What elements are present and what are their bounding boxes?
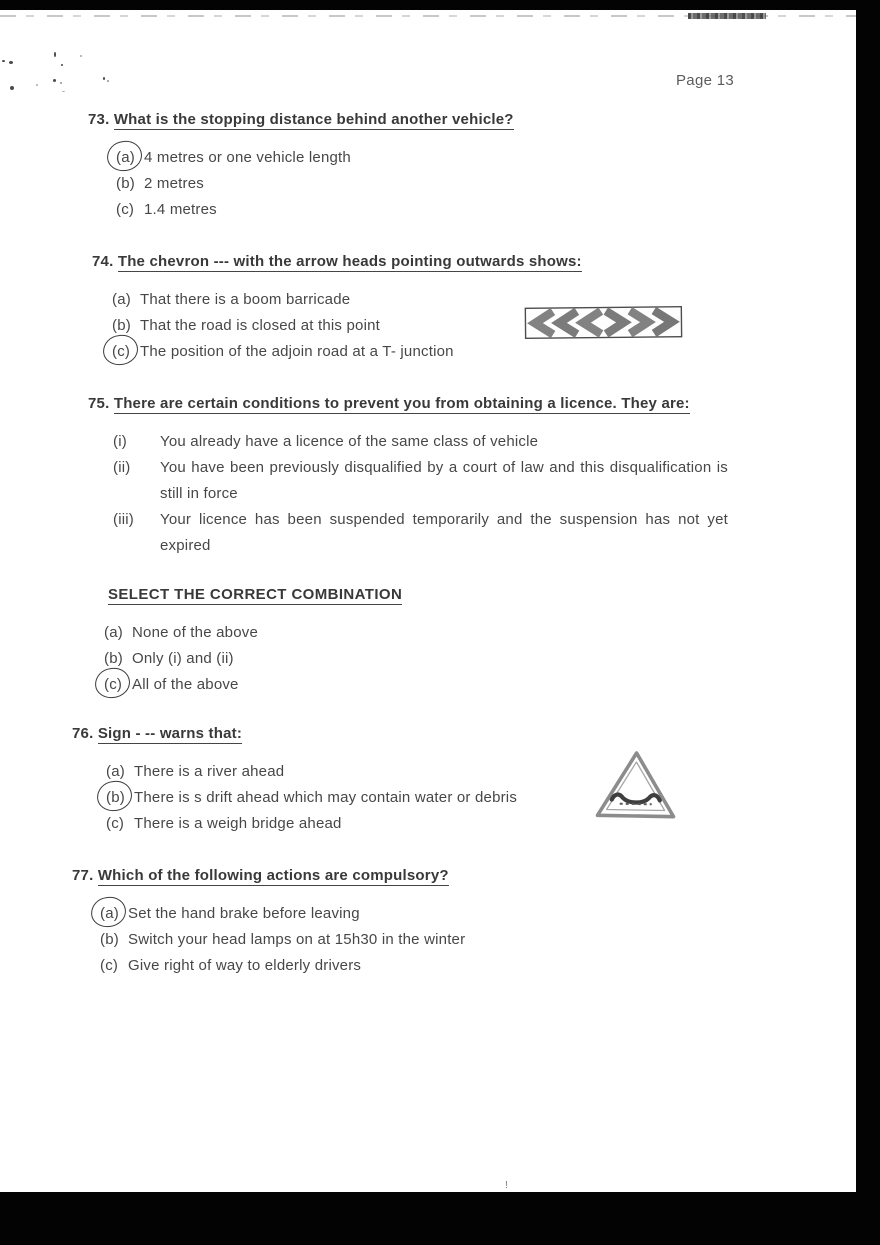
option-text: Only (i) and (ii)	[132, 650, 234, 667]
scan-speck	[80, 55, 82, 57]
option-row	[116, 171, 856, 197]
option-text: That the road is closed at this point	[140, 317, 381, 334]
option-letter: (b)	[112, 317, 131, 334]
option-text: The position of the adjoin road at a T- junction	[140, 343, 454, 360]
scan-speck	[60, 82, 62, 84]
question-75-combination	[0, 585, 856, 698]
roman-item-text: You already have a licence of the same class of vehicle	[160, 433, 539, 450]
option-letter: (c)	[116, 201, 135, 218]
question-77	[0, 866, 856, 979]
option-letter: (c)	[112, 339, 140, 365]
option-text: There is a weigh bridge ahead	[134, 815, 342, 832]
scan-speck	[53, 79, 56, 82]
scan-speck	[61, 64, 63, 66]
option-row	[100, 901, 856, 927]
option-row	[116, 145, 856, 171]
drift-warning-sign-image	[592, 747, 679, 827]
option-letter: (c)	[106, 815, 125, 832]
option-letter: (b)	[106, 785, 134, 811]
question-number: 77.	[72, 867, 94, 884]
scan-speck	[54, 52, 56, 57]
roman-item-text: You have been previously disqualified by a court of law and this disqualification is still in force	[160, 459, 728, 502]
option-row	[112, 287, 856, 313]
option-row	[104, 646, 856, 672]
option-text: There is a river ahead	[134, 763, 285, 780]
combination-subheading: SELECT THE CORRECT COMBINATION	[108, 586, 403, 603]
option-letter: (b)	[104, 650, 123, 667]
option-letter: (a)	[116, 145, 144, 171]
question-title: The chevron --- with the arrow heads pointing outwards shows:	[117, 253, 582, 270]
scan-border-right	[856, 0, 880, 1245]
option-letter: (a)	[104, 624, 123, 641]
scan-border-bottom	[0, 1192, 880, 1245]
page-number: Page 13	[676, 72, 734, 89]
option-letter: (c)	[100, 957, 119, 974]
roman-item-label: (ii)	[113, 459, 131, 476]
option-text: That there is a boom barricade	[140, 291, 351, 308]
question-title: Which of the following actions are compulsory?	[97, 867, 449, 884]
option-letter: (a)	[100, 901, 128, 927]
option-text: 4 metres or one vehicle length	[144, 149, 351, 166]
option-row	[112, 339, 856, 365]
question-title: Sign - -- warns that:	[97, 725, 243, 742]
scan-speck	[36, 84, 38, 86]
option-text: There is s drift ahead which may contain water or debris	[134, 789, 518, 806]
scan-speck	[62, 91, 65, 92]
option-letter: (b)	[100, 931, 119, 948]
option-letter: (c)	[104, 672, 132, 698]
option-letter: (b)	[116, 175, 135, 192]
option-text: All of the above	[132, 676, 239, 693]
question-number: 73.	[88, 111, 110, 128]
option-text: 1.4 metres	[144, 201, 217, 218]
scan-speck	[107, 80, 109, 82]
scan-speck	[10, 86, 14, 90]
question-76	[0, 724, 856, 837]
option-row	[106, 759, 856, 785]
scan-artifact-dark-segment	[688, 13, 766, 19]
scan-speck	[103, 77, 105, 80]
roman-item-label: (i)	[113, 433, 127, 450]
option-text: None of the above	[132, 624, 258, 641]
option-row	[116, 197, 856, 223]
chevron-road-sign-image	[524, 305, 684, 346]
scan-speck	[2, 60, 5, 62]
roman-item-text: Your licence has been suspended temporarily and the suspension has not yet expired	[160, 511, 728, 554]
option-text: Give right of way to elderly drivers	[128, 957, 362, 974]
option-text: 2 metres	[144, 175, 204, 192]
scan-speck	[9, 61, 13, 64]
question-74	[0, 252, 856, 365]
option-row	[106, 811, 856, 837]
roman-item	[113, 455, 856, 507]
question-75	[0, 394, 856, 559]
option-row	[104, 620, 856, 646]
question-number: 74.	[92, 253, 114, 270]
scan-speck: !	[505, 1180, 508, 1191]
option-letter: (a)	[106, 763, 125, 780]
roman-item	[113, 429, 856, 455]
question-number: 75.	[88, 395, 110, 412]
option-letter: (a)	[112, 291, 131, 308]
scan-border-top	[0, 0, 880, 10]
roman-item	[113, 507, 856, 559]
option-row	[100, 927, 856, 953]
question-73	[0, 110, 856, 223]
option-text: Switch your head lamps on at 15h30 in the winter	[128, 931, 466, 948]
roman-item-label: (iii)	[113, 511, 134, 528]
option-row	[104, 672, 856, 698]
question-title: There are certain conditions to prevent you from obtaining a licence. They are:	[113, 395, 690, 412]
option-row	[106, 785, 856, 811]
question-number: 76.	[72, 725, 94, 742]
option-text: Set the hand brake before leaving	[128, 905, 360, 922]
option-row	[100, 953, 856, 979]
question-title: What is the stopping distance behind another vehicle?	[113, 111, 514, 128]
option-row	[112, 313, 856, 339]
